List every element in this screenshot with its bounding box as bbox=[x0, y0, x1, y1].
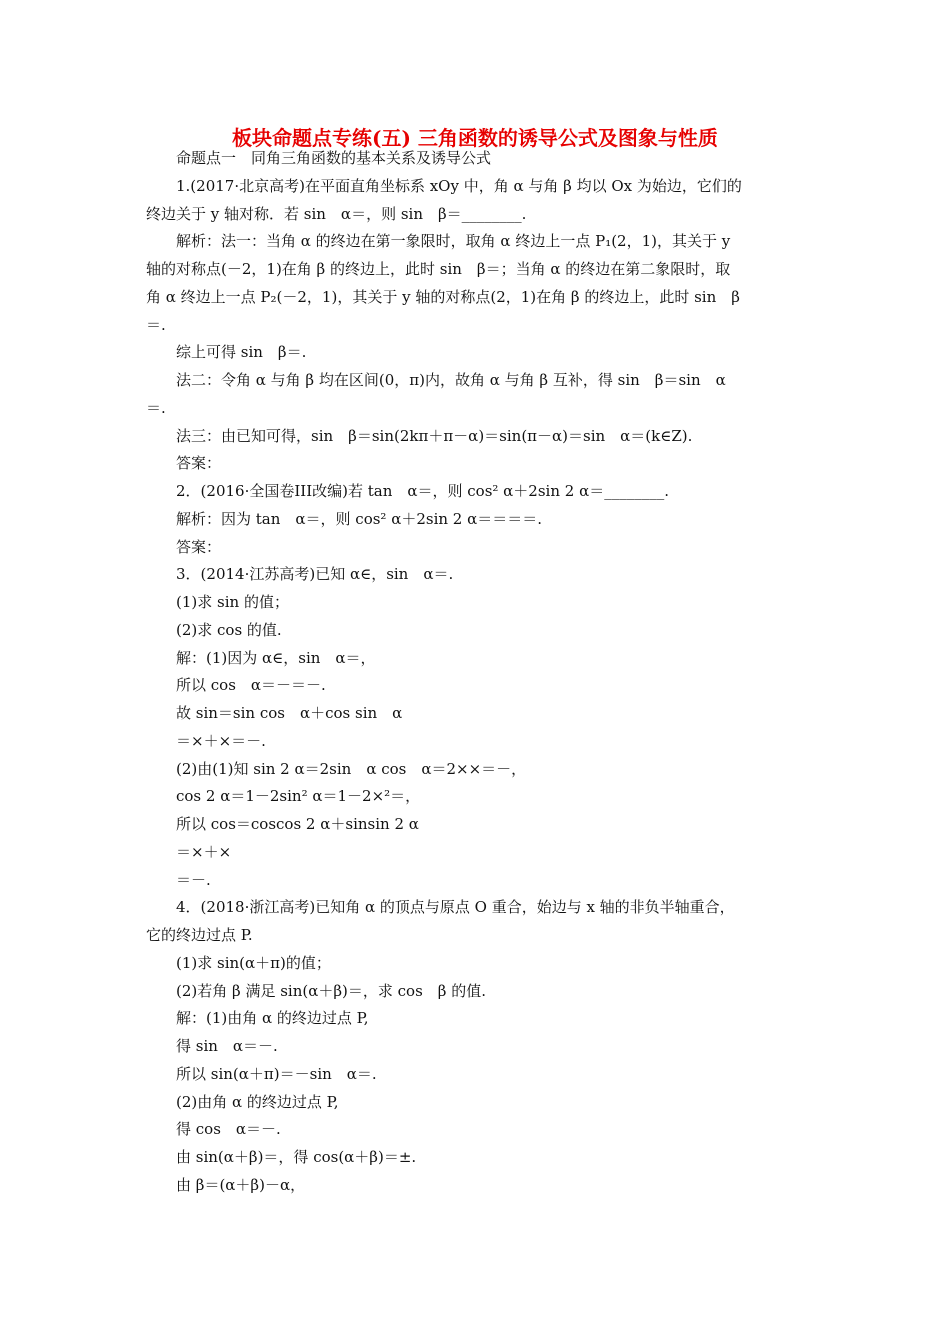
solution-1-line: 综上可得 sin β＝. bbox=[176, 343, 307, 361]
question-1: 1.(2017·北京高考)在平面直角坐标系 xOy 中，角 α 与角 β 均以 Ox 为始边，它们的 bbox=[176, 177, 742, 195]
solution-3-line: ＝×＋×＝－. bbox=[176, 732, 266, 750]
question-3-part: (2)求 cos 的值. bbox=[176, 621, 282, 639]
answer-1: 答案： bbox=[176, 454, 222, 472]
solution-3-line: ＝－. bbox=[176, 871, 211, 889]
question-4-part: (2)若角 β 满足 sin(α＋β)＝，求 cos β 的值. bbox=[176, 982, 486, 1000]
solution-1-line: ＝. bbox=[146, 316, 166, 334]
solution-3-line: ＝×＋× bbox=[176, 843, 232, 861]
solution-4-line: 得 sin α＝－. bbox=[176, 1037, 278, 1055]
solution-3-line: 所以 cos α＝－＝－. bbox=[176, 676, 326, 694]
solution-2: 解析：因为 tan α＝，则 cos² α＋2sin 2 α＝＝＝＝. bbox=[176, 510, 543, 528]
solution-4-line: 所以 sin(α＋π)＝－sin α＝. bbox=[176, 1065, 377, 1083]
document-title: 板块命题点专练(五) 三角函数的诱导公式及图象与性质 bbox=[232, 126, 718, 150]
section-heading: 命题点一 同角三角函数的基本关系及诱导公式 bbox=[176, 149, 492, 167]
question-2: 2．(2016·全国卷III改编)若 tan α＝，则 cos² α＋2sin 2 α＝________. bbox=[176, 482, 669, 500]
solution-3-line: cos 2 α＝1－2sin² α＝1－2×²＝， bbox=[176, 787, 421, 805]
question-4: 4．(2018·浙江高考)已知角 α 的顶点与原点 O 重合，始边与 x 轴的非负半轴重合， bbox=[176, 898, 735, 916]
solution-1-line: 法三：由已知可得，sin β＝sin(2kπ＋π－α)＝sin(π－α)＝sin α＝(k∈Z). bbox=[176, 427, 693, 445]
solution-4-line: 解：(1)由角 α 的终边过点 P, bbox=[176, 1009, 369, 1027]
question-3: 3．(2014·江苏高考)已知 α∈，sin α＝. bbox=[176, 565, 454, 583]
solution-1-line: 法二：令角 α 与角 β 均在区间(0，π)内，故角 α 与角 β 互补，得 sin β＝sin α bbox=[176, 371, 726, 389]
solution-4-line: (2)由角 α 的终边过点 P, bbox=[176, 1093, 339, 1111]
question-1-cont: 终边关于 y 轴对称．若 sin α＝，则 sin β＝________. bbox=[146, 205, 527, 223]
solution-1-line: 轴的对称点(－2，1)在角 β 的终边上，此时 sin β＝；当角 α 的终边在第二象限时，取 bbox=[146, 260, 731, 278]
solution-1-line: 角 α 终边上一点 P₂(－2，1)，其关于 y 轴的对称点(2，1)在角 β 的终边上，此时 sin β bbox=[146, 288, 740, 306]
question-4-cont: 它的终边过点 P. bbox=[146, 926, 253, 944]
solution-1-line: ＝. bbox=[146, 399, 166, 417]
solution-3-line: (2)由(1)知 sin 2 α＝2sin α cos α＝2××＝－， bbox=[176, 760, 527, 778]
solution-3-line: 故 sin＝sin cos α＋cos sin α bbox=[176, 704, 403, 722]
question-3-part: (1)求 sin 的值； bbox=[176, 593, 289, 611]
solution-4-line: 得 cos α＝－. bbox=[176, 1120, 281, 1138]
question-4-part: (1)求 sin(α＋π)的值； bbox=[176, 954, 331, 972]
answer-2: 答案： bbox=[176, 538, 222, 556]
solution-4-line: 由 β＝(α＋β)－α， bbox=[176, 1176, 306, 1194]
solution-3-line: 解：(1)因为 α∈，sin α＝， bbox=[176, 649, 376, 667]
solution-3-line: 所以 cos＝coscos 2 α＋sinsin 2 α bbox=[176, 815, 419, 833]
solution-4-line: 由 sin(α＋β)＝，得 cos(α＋β)＝±. bbox=[176, 1148, 417, 1166]
solution-1-line: 解析：法一：当角 α 的终边在第一象限时，取角 α 终边上一点 P₁(2，1)，其关于 y bbox=[176, 232, 731, 250]
